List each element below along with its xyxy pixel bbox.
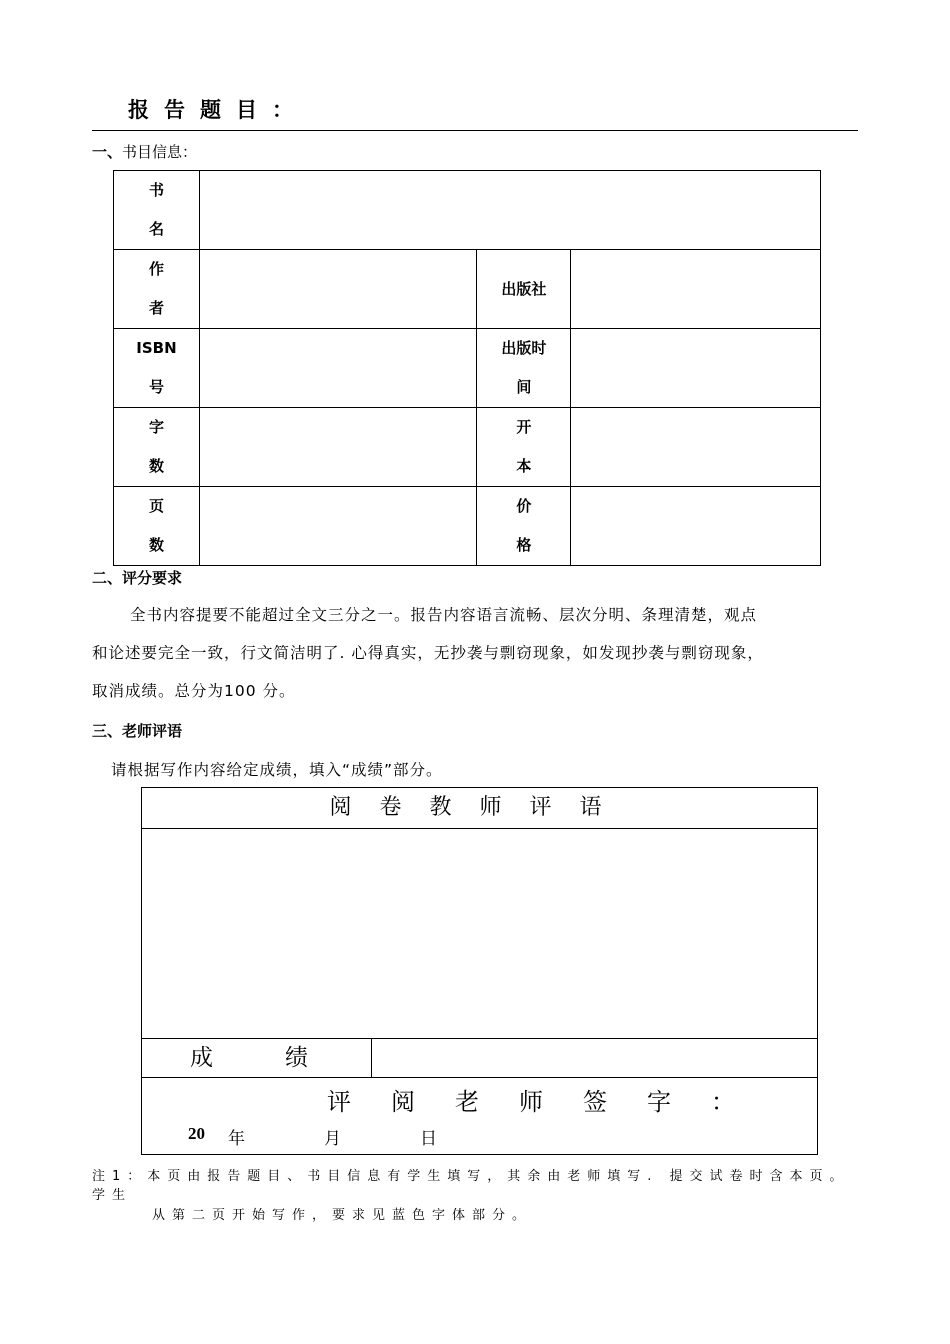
page-count-label: 页 数 <box>114 487 200 566</box>
title-underline <box>92 130 858 131</box>
grade-field[interactable] <box>372 1039 817 1077</box>
price-field[interactable] <box>571 487 821 566</box>
book-row-isbn <box>114 329 821 408</box>
format-label: 开 本 <box>477 408 571 487</box>
grading-line-3: 取消成绩。总分为100 分。 <box>92 682 296 700</box>
grading-requirements <box>92 596 862 634</box>
section-1-heading <box>92 141 197 162</box>
word-count-field[interactable] <box>199 408 477 487</box>
review-comment-area[interactable] <box>142 829 817 1038</box>
book-name-field[interactable] <box>199 171 820 250</box>
publisher-field[interactable] <box>571 250 821 329</box>
book-row-author <box>114 250 821 329</box>
grading-line-1: 全书内容提要不能超过全文三分之一。报告内容语言流畅、层次分明、条理清楚，观点 <box>130 606 758 624</box>
page-count-field[interactable] <box>199 487 477 566</box>
price-label: 价 格 <box>477 487 571 566</box>
word-count-label: 字 数 <box>114 408 200 487</box>
report-title: 报告题目： <box>128 98 308 122</box>
pub-time-field[interactable] <box>571 329 821 408</box>
section-1-text: 书目信息： <box>122 143 198 161</box>
isbn-label: ISBN 号 <box>114 329 200 408</box>
book-row-title <box>114 171 821 250</box>
grading-requirements-cont <box>92 634 862 710</box>
grading-line-2: 和论述要完全一致，行文简洁明了. 心得真实，无抄袭与剽窃现象，如发现抄袭与剽窃现象， <box>92 644 764 662</box>
author-field[interactable] <box>199 250 477 329</box>
section-3-heading: 三、老师评语 <box>92 722 183 740</box>
format-field[interactable] <box>571 408 821 487</box>
review-date: 20 年 月 日 <box>188 1124 437 1149</box>
section-1-number: 一、 <box>92 143 123 161</box>
teacher-signature-label: 评阅老师签字： <box>327 1088 775 1116</box>
footnote-line-1: 注1：本页由报告题目、书目信息有学生填写，其余由老师填写. 提交试卷时含本页。学生 <box>92 1169 850 1203</box>
footnote-line-2: 从第二页开始写作，要求见蓝色字体部分。 <box>152 1208 533 1223</box>
instruction-text: 请根据写作内容给定成绩，填入“成绩”部分。 <box>111 761 443 779</box>
book-row-words <box>114 408 821 487</box>
grade-row <box>142 1038 817 1078</box>
pub-time-label: 出版时 间 <box>477 329 571 408</box>
review-header: 阅卷教师评语 <box>142 788 817 829</box>
isbn-field[interactable] <box>199 329 477 408</box>
book-row-pages <box>114 487 821 566</box>
author-label: 作 者 <box>114 250 200 329</box>
section-2-heading: 二、评分要求 <box>92 569 183 587</box>
book-name-label: 书 名 <box>114 171 200 250</box>
publisher-label: 出版社 <box>477 250 571 329</box>
book-info-table <box>113 170 821 566</box>
teacher-review-box <box>141 787 818 1155</box>
grade-label: 成 绩 <box>142 1039 372 1077</box>
